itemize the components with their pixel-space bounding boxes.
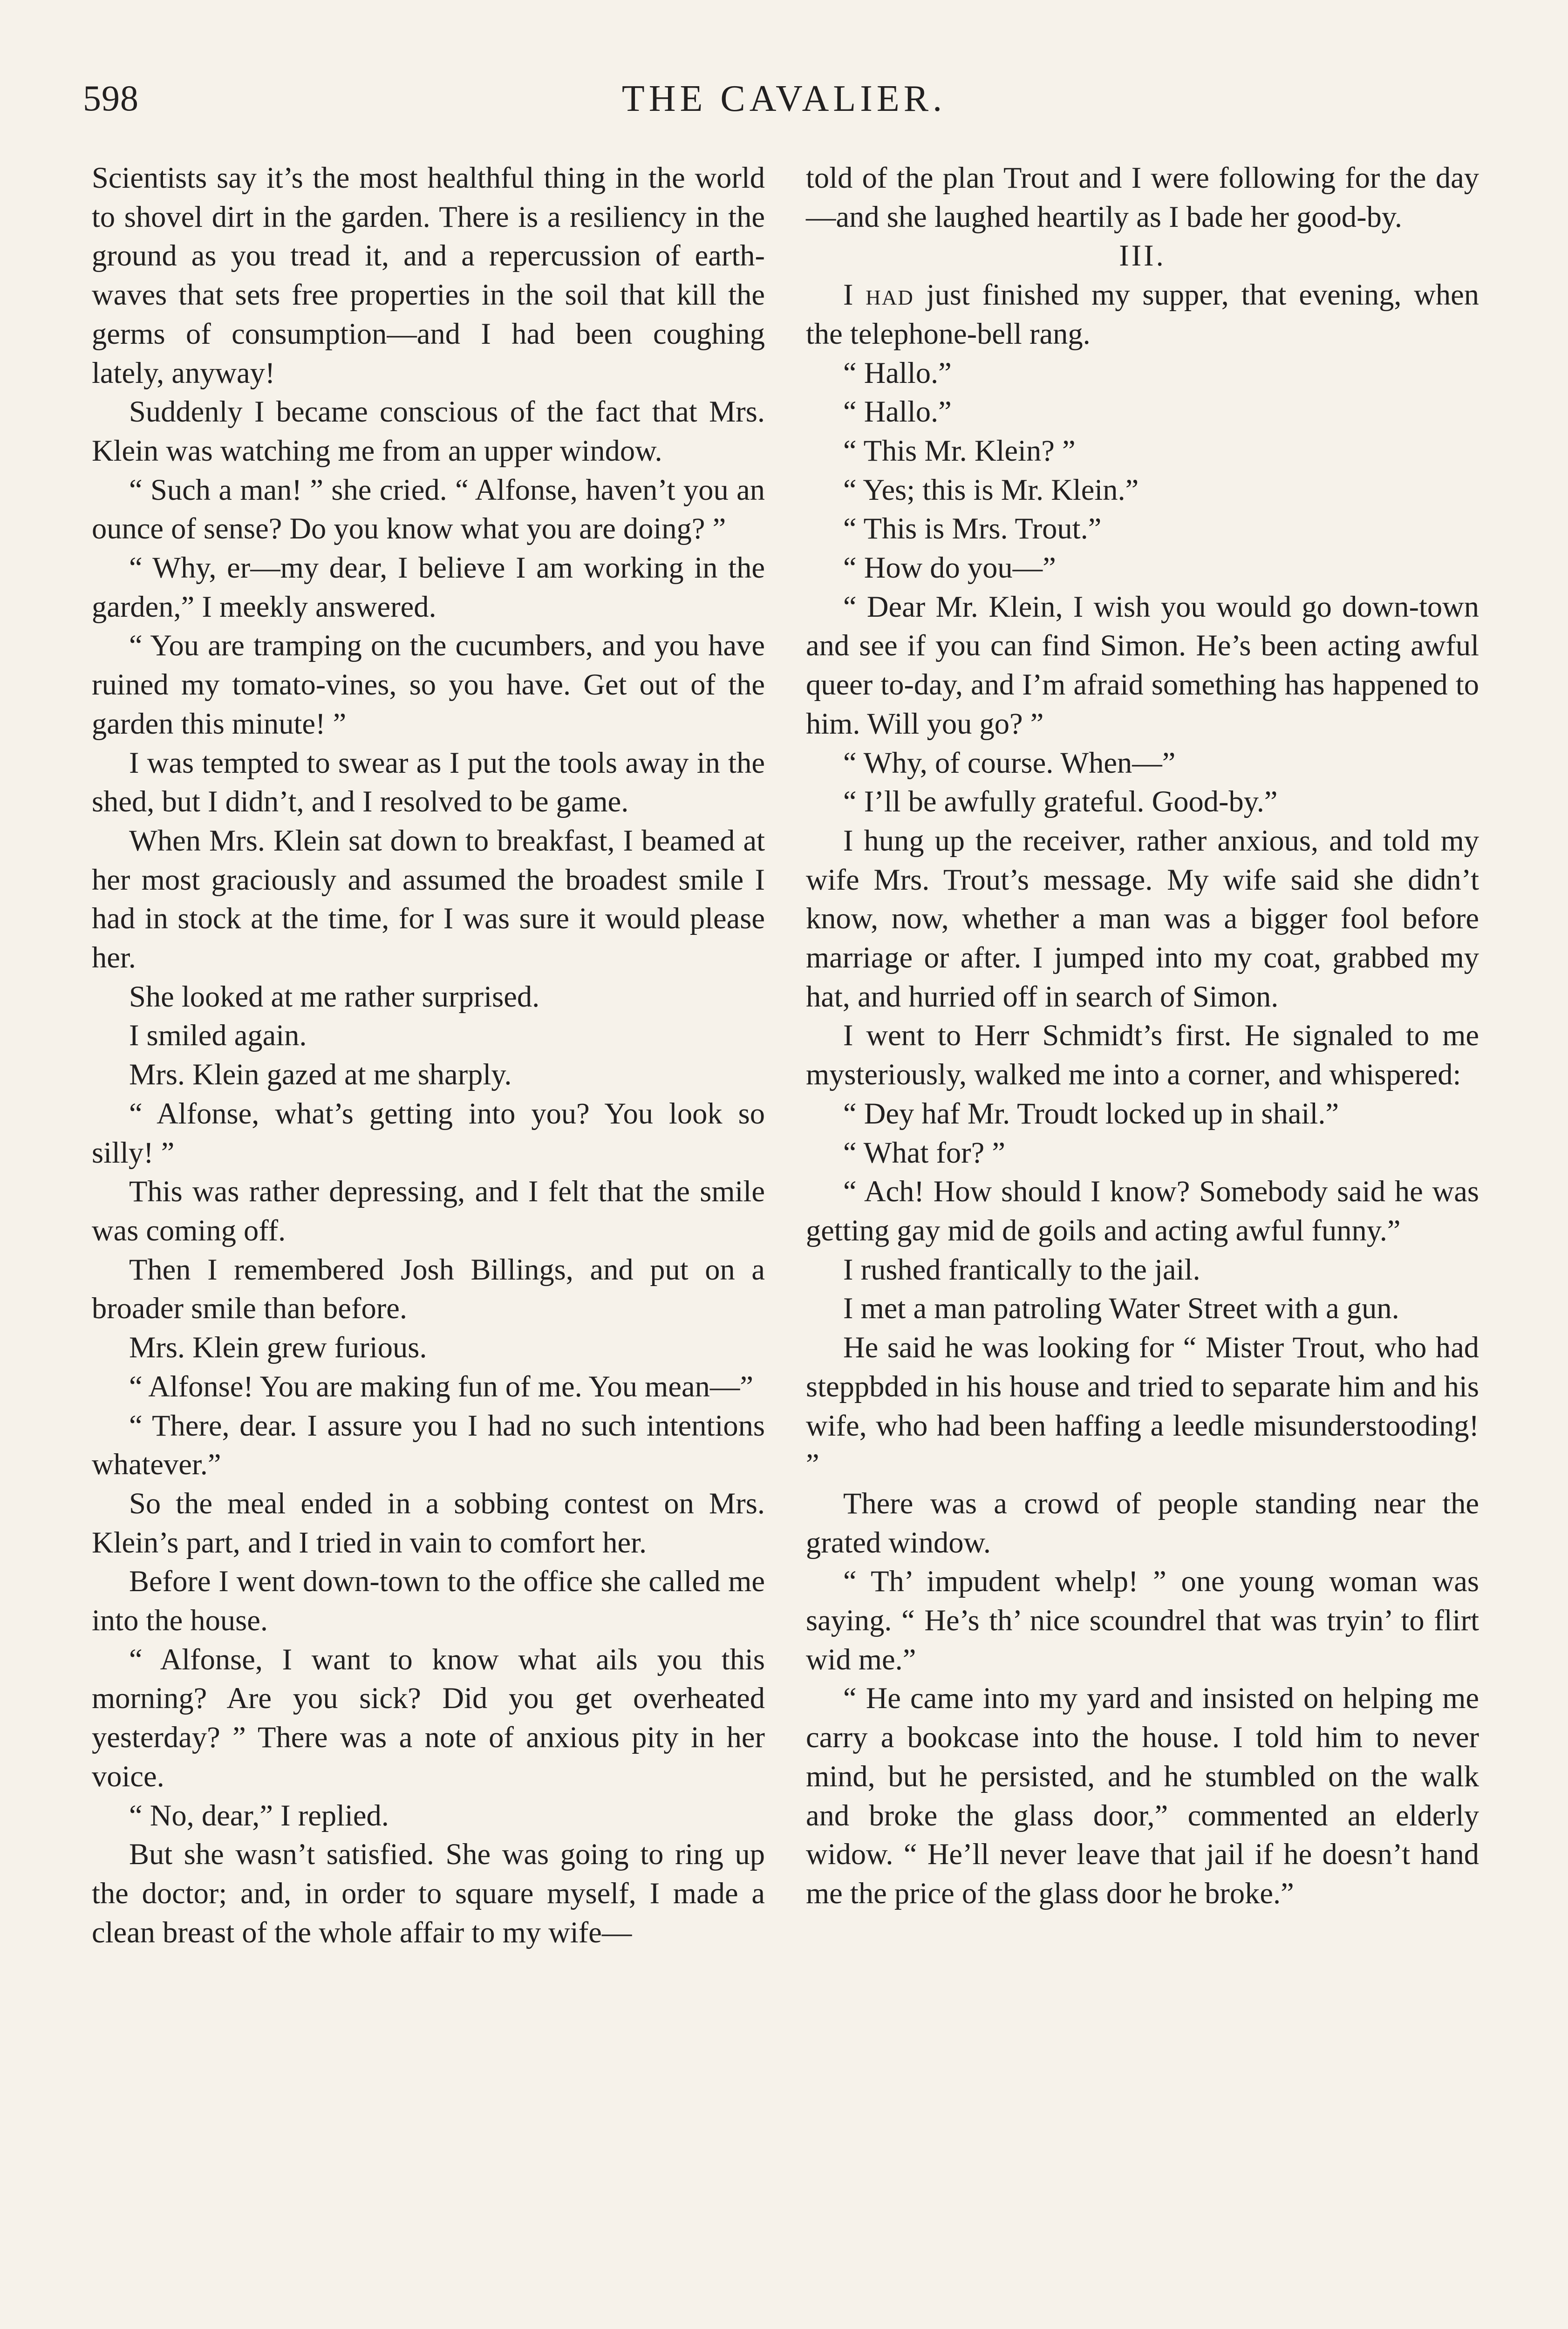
left-column [92,158,765,1952]
section-opening-paragraph [806,275,1479,353]
paragraph: “ There, dear. I assure you I had no such intentions whatever.” [92,1409,765,1481]
paragraph: Suddenly I became conscious of the fact that Mrs. Klein was watching me from an upper window. [92,395,765,467]
paragraph: He said he was looking for “ Mister Trout, who had steppbded in his house and tried to separate him and his wife, who had been haffing a leedle misunderstooding! ” [806,1331,1479,1481]
paragraph: I rushed frantically to the jail. [843,1253,1200,1286]
page-number: 598 [83,78,139,118]
paragraph: Then I remembered Josh Billings, and put on a broader smile than before. [92,1253,765,1325]
right-column [806,158,1479,1913]
paragraph: I hung up the receiver, rather anxious, and told my wife Mrs. Trout’s message. My wife said she didn’t know, now, whether a man was a bigger fool before marriage or after. I jumped into my coat, grabbed my hat, and hurried off in search of Simon. [806,824,1479,1013]
opening-rest: just finished my supper, that evening, when the telephone-bell rang. [806,278,1479,350]
paragraph: When Mrs. Klein sat down to breakfast, I beamed at her most graciously and assumed the broadest smile I had in stock at the time, for I was sure it would please her. [92,824,765,974]
paragraph: “ This is Mrs. Trout.” [843,512,1102,545]
paragraph: There was a crowd of people standing near the grated window. [806,1486,1479,1559]
paragraph: “ Yes; this is Mr. Klein.” [843,473,1139,506]
paragraph: “ Hallo.” [843,395,952,429]
running-head: THE CAVALIER. [621,78,947,119]
paragraph: “ Why, er—my dear, I believe I am working in the garden,” I meekly answered. [92,551,765,623]
paragraph: Mrs. Klein grew furious. [129,1331,427,1364]
paragraph: “ Alfonse! You are making fun of me. You mean—” [129,1369,753,1403]
paragraph: Mrs. Klein gazed at me sharply. [129,1058,512,1091]
paragraph: “ Why, of course. When—” [843,746,1176,779]
paragraph: I was tempted to swear as I put the tools away in the shed, but I didn’t, and I resolved to be game. [92,746,765,818]
paragraph: “ You are tramping on the cucumbers, and you have ruined my tomato-vines, so you have. Get out of the garden this minute! ” [92,629,765,740]
paragraph: “ How do you—” [843,551,1056,585]
paragraph: told of the plan Trout and I were following for the day—and she laughed heartily as I bade her good-by. [806,161,1479,233]
paragraph: Scientists say it’s the most healthful thing in the world to shovel dirt in the garden. There is a resiliency in the ground as you tread it, and a repercussion of earth-waves that sets free properties in the soil that kill the germs of consumption—and I had been coughing lately, anyway! [92,161,765,389]
paragraph: “ I’ll be awfully grateful. Good-by.” [843,785,1278,818]
paragraph: Before I went down-town to the office she called me into the house. [92,1565,765,1637]
paragraph: “ Dey haf Mr. Troudt locked up in shail.” [843,1096,1339,1130]
paragraph: “ Th’ impudent whelp! ” one young woman was saying. “ He’s th’ nice scoundrel that was tryin’ to flirt wid me.” [806,1565,1479,1676]
opening-word: I [843,278,853,312]
paragraph: “ He came into my yard and insisted on helping me carry a bookcase into the house. I told him to never mind, but he persisted, and he stumbled on the walk and broke the glass door,” commented an elderly widow. “ He’ll never leave that jail if he doesn’t hand me the price of the glass door he broke.” [806,1682,1479,1910]
paragraph: “ No, dear,” I replied. [129,1798,389,1832]
paragraph: But she wasn’t satisfied. She was going to ring up the doctor; and, in order to square myself, I made a clean breast of the whole affair to my wife— [92,1838,765,1949]
paragraph: “ Alfonse, I want to know what ails you this morning? Are you sick? Did you get overheated yesterday? ” There was a note of anxious pity in her voice. [92,1642,765,1793]
paragraph: I went to Herr Schmidt’s first. He signaled to me mysteriously, walked me into a corner, and whispered: [806,1019,1479,1091]
paragraph: “ Alfonse, what’s getting into you? You look so silly! ” [92,1096,765,1169]
paragraph: This was rather depressing, and I felt that the smile was coming off. [92,1175,765,1247]
paragraph: “ What for? ” [843,1136,1005,1169]
section-heading: III. [1119,239,1166,272]
small-caps-word: had [866,278,914,312]
paragraph: “ Such a man! ” she cried. “ Alfonse, haven’t you an ounce of sense? Do you know what you are doing? ” [92,473,765,545]
paragraph: She looked at me rather surprised. [129,980,540,1013]
paragraph: “ This Mr. Klein? ” [843,434,1076,467]
paragraph: “ Hallo.” [843,356,952,389]
paragraph: I met a man patroling Water Street with a gun. [843,1292,1399,1325]
paragraph: “ Dear Mr. Klein, I wish you would go down-town and see if you can find Simon. He’s been acting awful queer to-day, and I’m afraid something has happened to him. Will you go? ” [806,590,1479,740]
paragraph: “ Ach! How should I know? Somebody said he was getting gay mid de goils and acting awful funny.” [806,1175,1479,1247]
paragraph: I smiled again. [129,1019,307,1052]
paragraph: So the meal ended in a sobbing contest on Mrs. Klein’s part, and I tried in vain to comfort her. [92,1486,765,1559]
